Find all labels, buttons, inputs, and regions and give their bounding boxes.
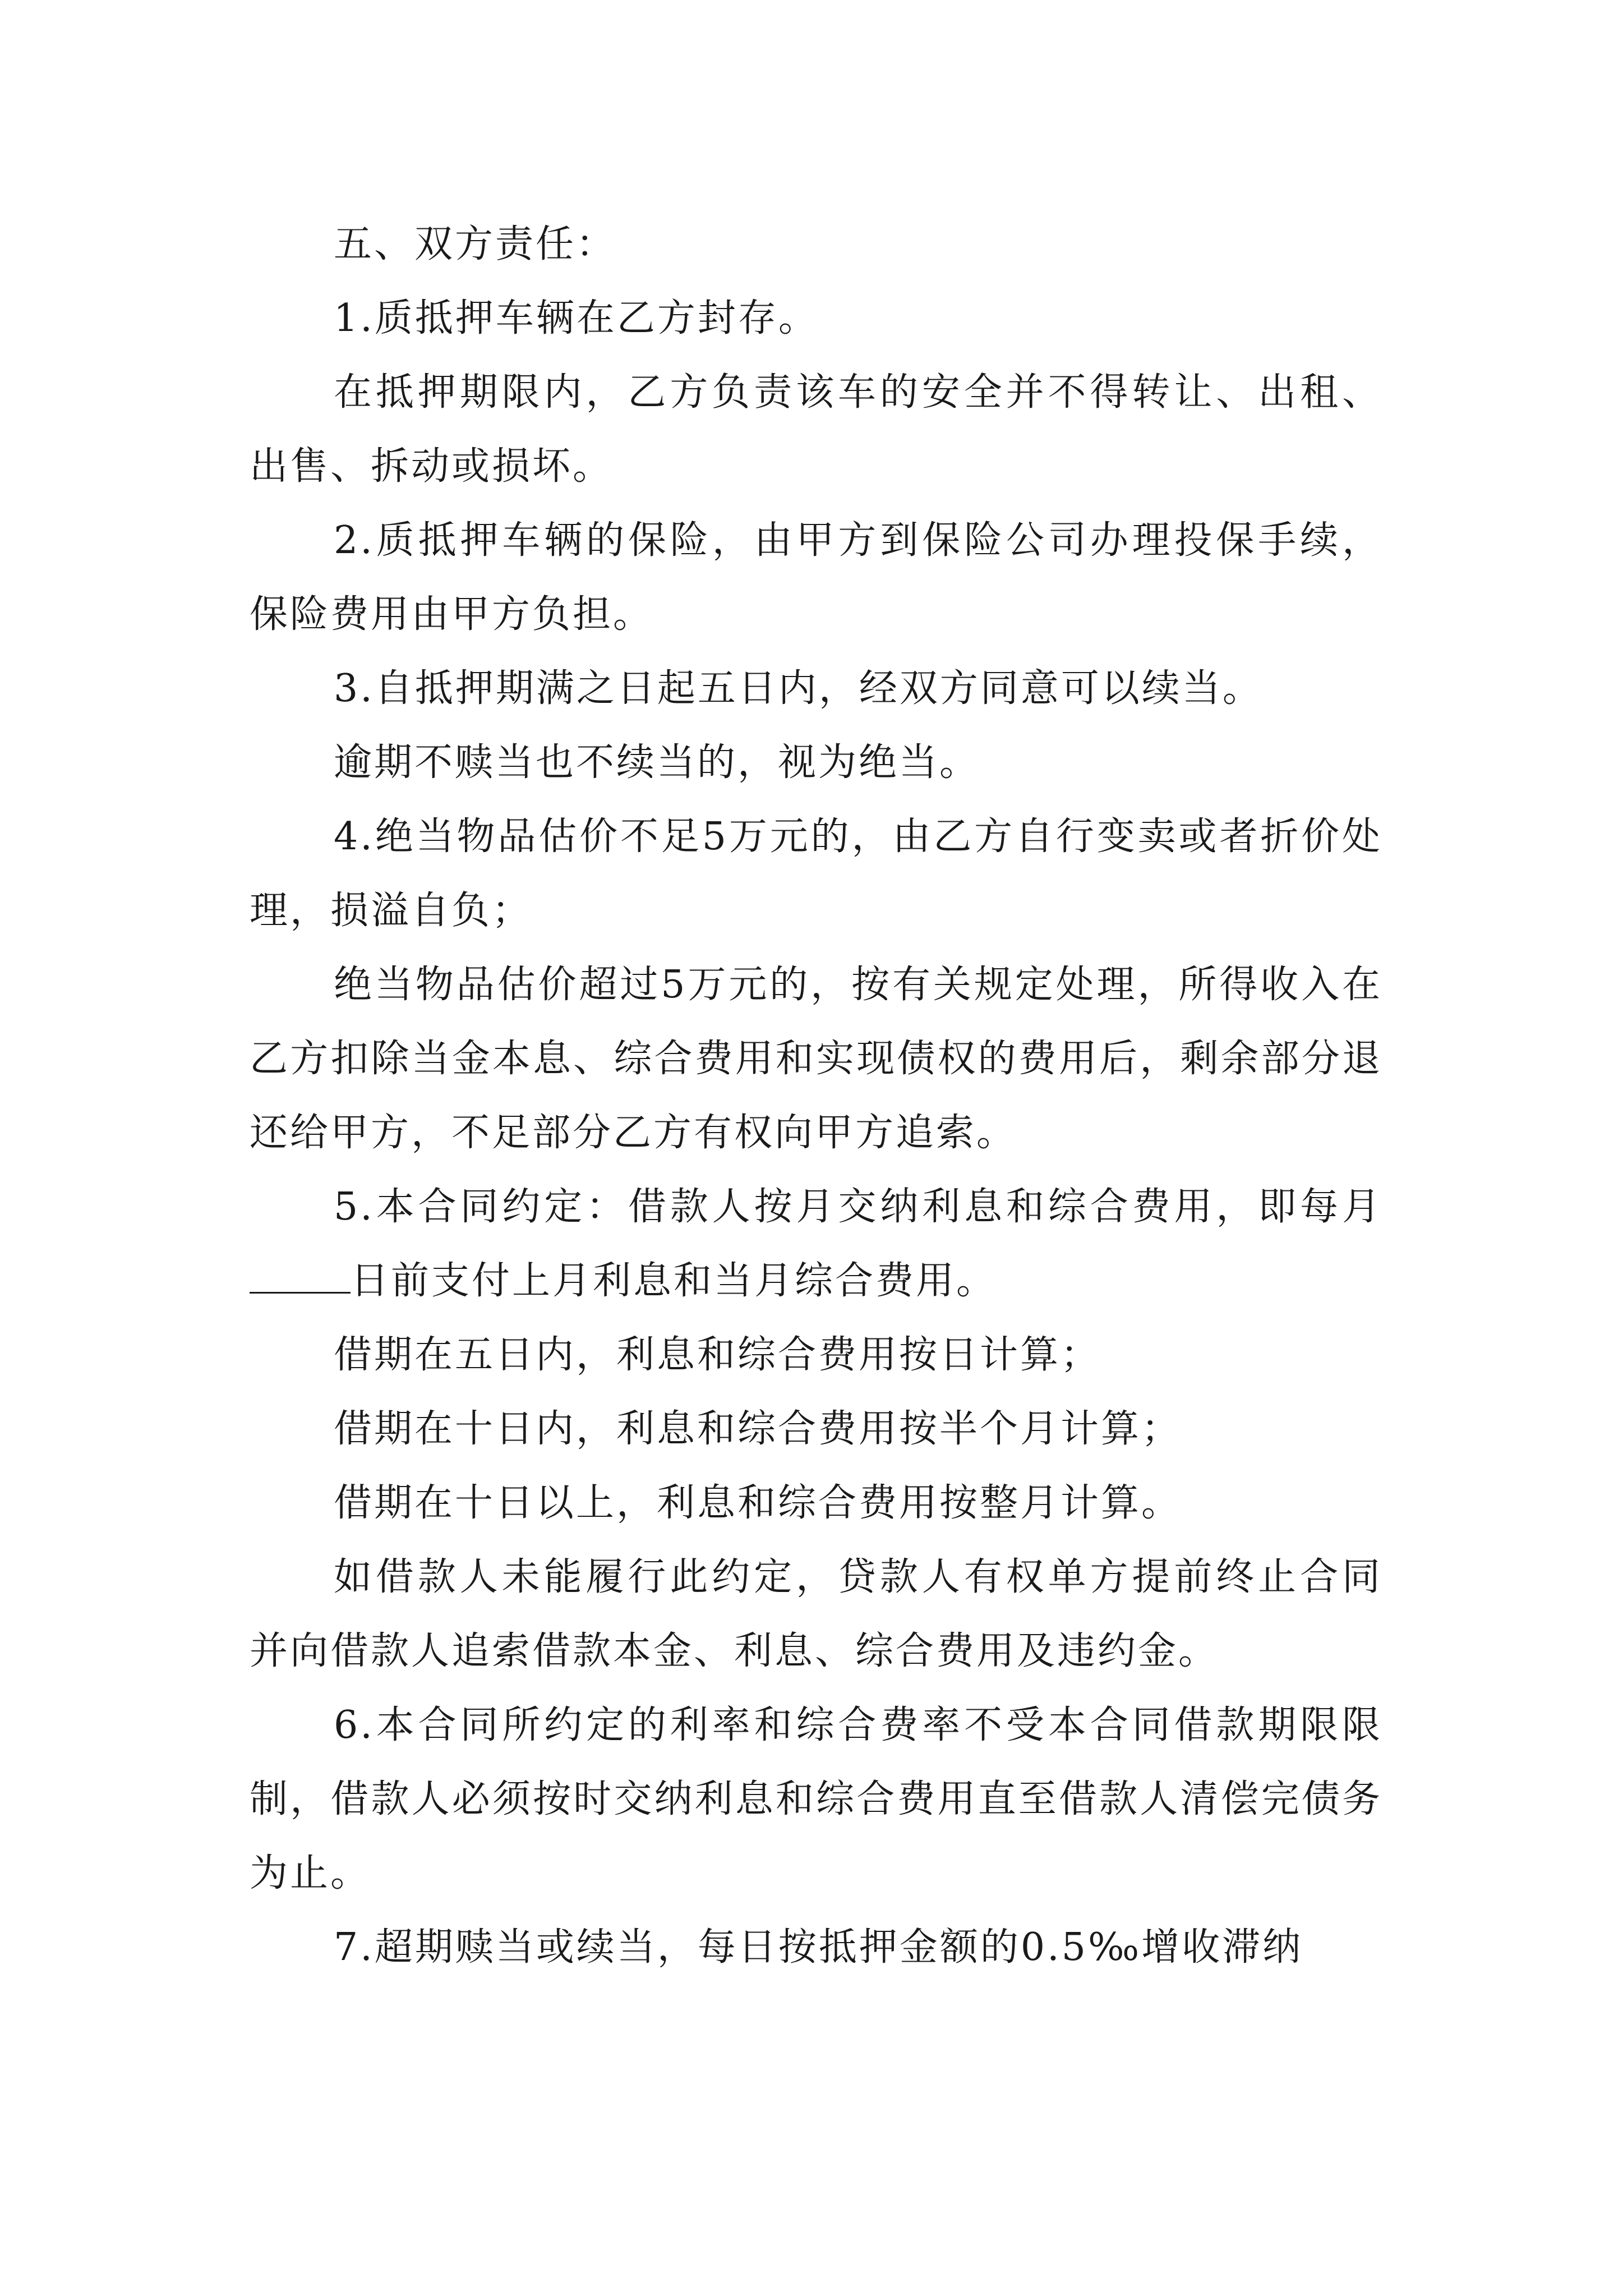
clause-7: 7.超期赎当或续当，每日按抵押金额的0.5‰增收滞纳 xyxy=(334,1925,1303,1970)
clause-5-detail: 如借款人未能履行此约定，贷款人有权单方提前终止合同并向借款人追索借款本金、利息、综合费用及违约金。 xyxy=(250,1555,1382,1673)
clause-6: 6.本合同所约定的利率和综合费率不受本合同借款期限限制，借款人必须按时交纳利息和综合费用直至借款人清偿完债务为止。 xyxy=(250,1703,1382,1895)
clause-2: 2.质抵押车辆的保险，由甲方到保险公司办理投保手续，保险费用由甲方负担。 xyxy=(250,518,1382,637)
clause-5-rule-1: 借期在五日内，利息和综合费用按日计算； xyxy=(334,1333,1101,1377)
document-body xyxy=(250,208,1382,1985)
clause-3-detail: 逾期不赎当也不续当的，视为绝当。 xyxy=(334,740,980,785)
clause-3: 3.自抵押期满之日起五日内，经双方同意可以续当。 xyxy=(334,666,1263,711)
clause-5-rule-3: 借期在十日以上，利息和综合费用按整月计算。 xyxy=(334,1481,1182,1525)
fill-in-blank xyxy=(250,1291,351,1294)
clause-5-rule-2: 借期在十日内，利息和综合费用按半个月计算； xyxy=(334,1407,1182,1451)
section-heading: 五、双方责任： xyxy=(334,222,617,266)
clause-1: 1.质抵押车辆在乙方封存。 xyxy=(334,296,819,341)
clause-5 xyxy=(250,1170,1382,1318)
clause-5-text-before: 5.本合同约定：借款人按月交纳利息和综合费用，即每月 xyxy=(334,1185,1382,1229)
clause-5-text-after: 日前支付上月利息和当月综合费用。 xyxy=(351,1259,997,1303)
clause-4-detail: 绝当物品估价超过5万元的，按有关规定处理，所得收入在乙方扣除当金本息、综合费用和实现债权的费用后，剩余部分退还给甲方，不足部分乙方有权向甲方追索。 xyxy=(250,963,1382,1155)
clause-1-detail: 在抵押期限内，乙方负责该车的安全并不得转让、出租、出售、拆动或损坏。 xyxy=(250,370,1382,489)
clause-4: 4.绝当物品估价不足5万元的，由乙方自行变卖或者折价处理，损溢自负； xyxy=(250,815,1382,933)
